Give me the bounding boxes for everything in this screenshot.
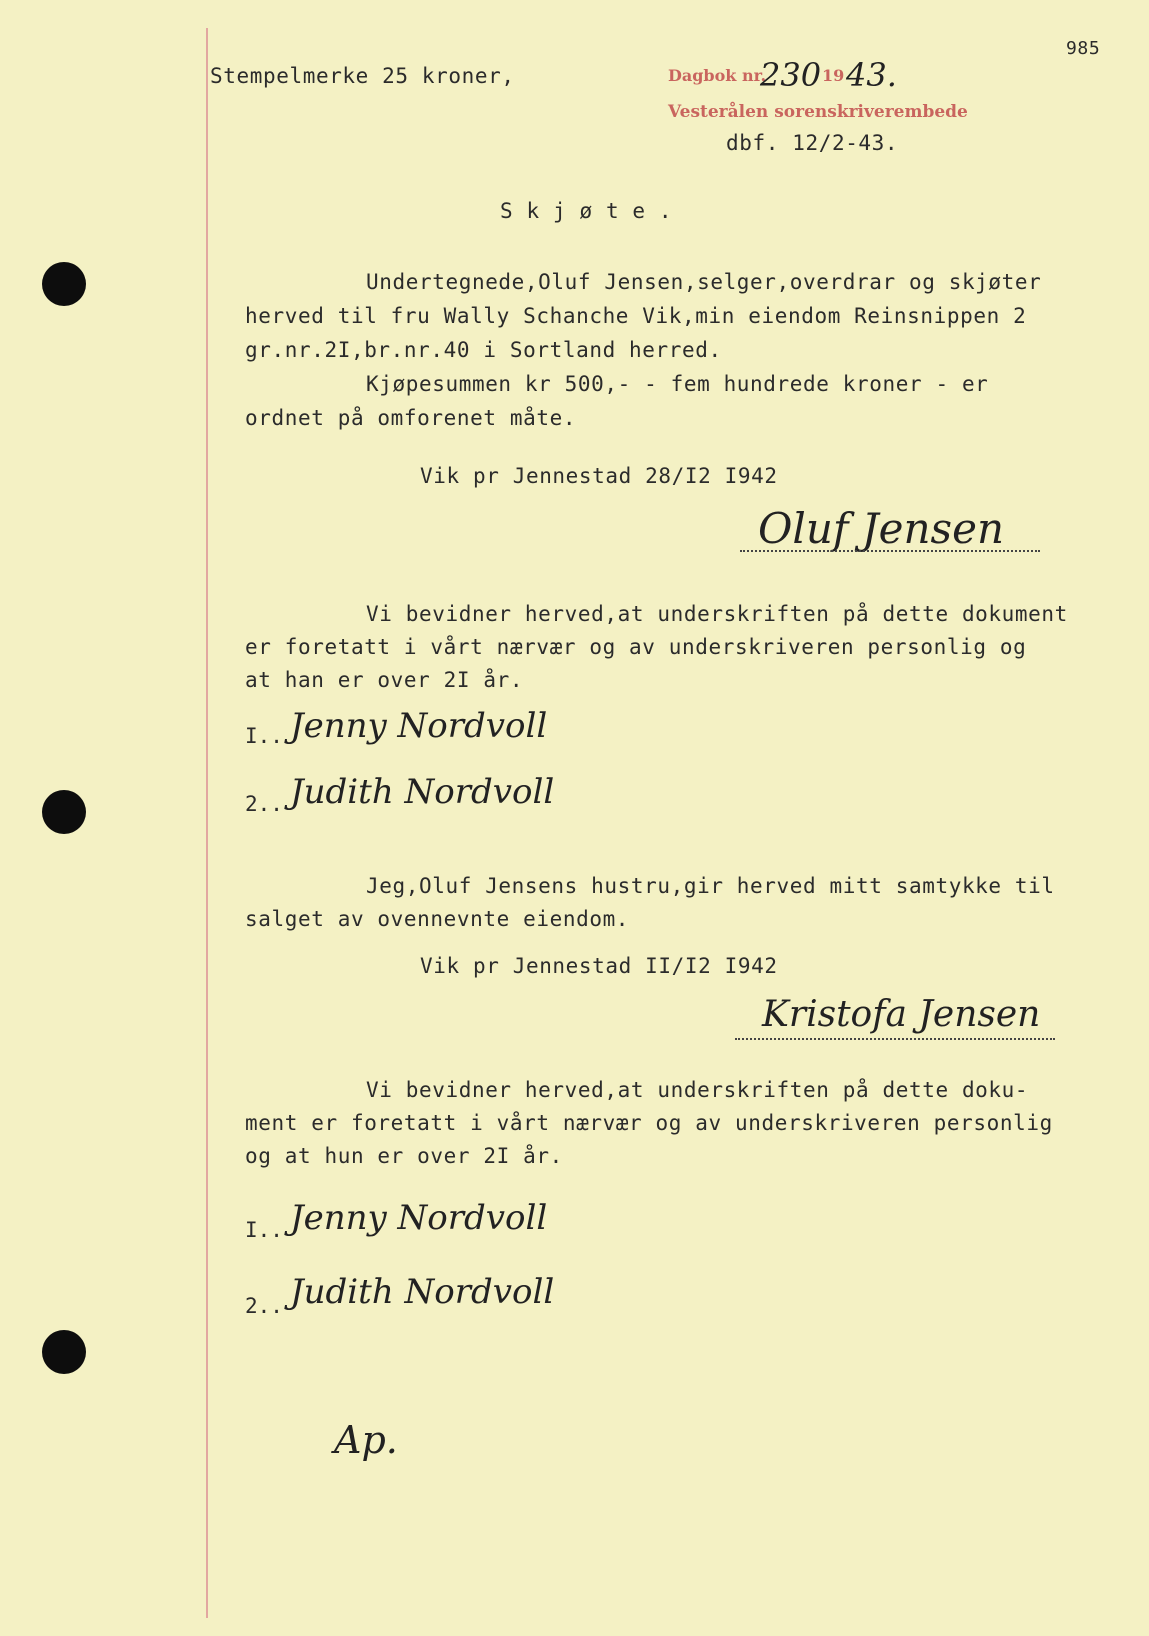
dagbok-year-prefix: 19 xyxy=(822,66,845,85)
body-line: herved til fru Wally Schanche Vik,min eiendom Reinsnippen 2 xyxy=(245,304,1027,328)
punch-hole xyxy=(42,790,86,834)
initials-mark: Ap. xyxy=(334,1418,398,1462)
body-line: at han er over 2I år. xyxy=(245,668,524,692)
body-line: salget av ovennevnte eiendom. xyxy=(245,907,630,931)
signature-dotted-line xyxy=(740,550,1040,552)
body-line: ment er foretatt i vårt nærvær og av underskriveren personlig xyxy=(245,1111,1053,1135)
body-line: og at hun er over 2I år. xyxy=(245,1144,563,1168)
body-line: Undertegnede,Oluf Jensen,selger,overdrar og skjøter xyxy=(366,270,1042,294)
witness-signature: Jenny Nordvoll xyxy=(290,706,548,746)
punch-hole xyxy=(42,1330,86,1374)
stamp-fee-line: Stempelmerke 25 kroner, xyxy=(210,64,515,88)
witness-prefix: 2.. xyxy=(245,1294,283,1318)
body-line: Vi bevidner herved,at underskriften på dette dokument xyxy=(366,602,1068,626)
dagbok-number: 230 xyxy=(760,56,822,94)
margin-rule xyxy=(206,28,208,1618)
body-line: ordnet på omforenet måte. xyxy=(245,406,577,430)
body-line: er foretatt i vårt nærvær og av underskriveren personlig og xyxy=(245,635,1027,659)
body-line: Kjøpesummen kr 500,- - fem hundrede kroner - er xyxy=(366,372,989,396)
witness-prefix: 2.. xyxy=(245,792,283,816)
witness-prefix: I.. xyxy=(245,1218,283,1242)
witness-prefix: I.. xyxy=(245,724,283,748)
witness-signature: Judith Nordvoll xyxy=(290,772,555,812)
witness-signature: Jenny Nordvoll xyxy=(290,1198,548,1238)
dbf-note: dbf. 12/2-43. xyxy=(726,131,899,155)
signature-dotted-line xyxy=(735,1038,1055,1040)
body-line: Vi bevidner herved,at underskriften på dette doku- xyxy=(366,1078,1029,1102)
handwritten-signature: Oluf Jensen xyxy=(758,504,1005,553)
place-date: Vik pr Jennestad II/I2 I942 xyxy=(420,954,778,978)
handwritten-signature: Kristofa Jensen xyxy=(762,994,1041,1035)
body-line: Jeg,Oluf Jensens hustru,gir herved mitt samtykke til xyxy=(366,874,1055,898)
punch-hole xyxy=(42,262,86,306)
witness-signature: Judith Nordvoll xyxy=(290,1272,555,1312)
place-date: Vik pr Jennestad 28/I2 I942 xyxy=(420,464,778,488)
office-stamp: Vesterålen sorenskriverembede xyxy=(668,102,968,122)
dagbok-year: 43. xyxy=(846,56,897,94)
page-number: 985 xyxy=(1066,38,1101,59)
dagbok-label: Dagbok nr. xyxy=(668,66,767,85)
body-line: gr.nr.2I,br.nr.40 i Sortland herred. xyxy=(245,338,722,362)
document-title: S k j ø t e . xyxy=(500,199,673,223)
